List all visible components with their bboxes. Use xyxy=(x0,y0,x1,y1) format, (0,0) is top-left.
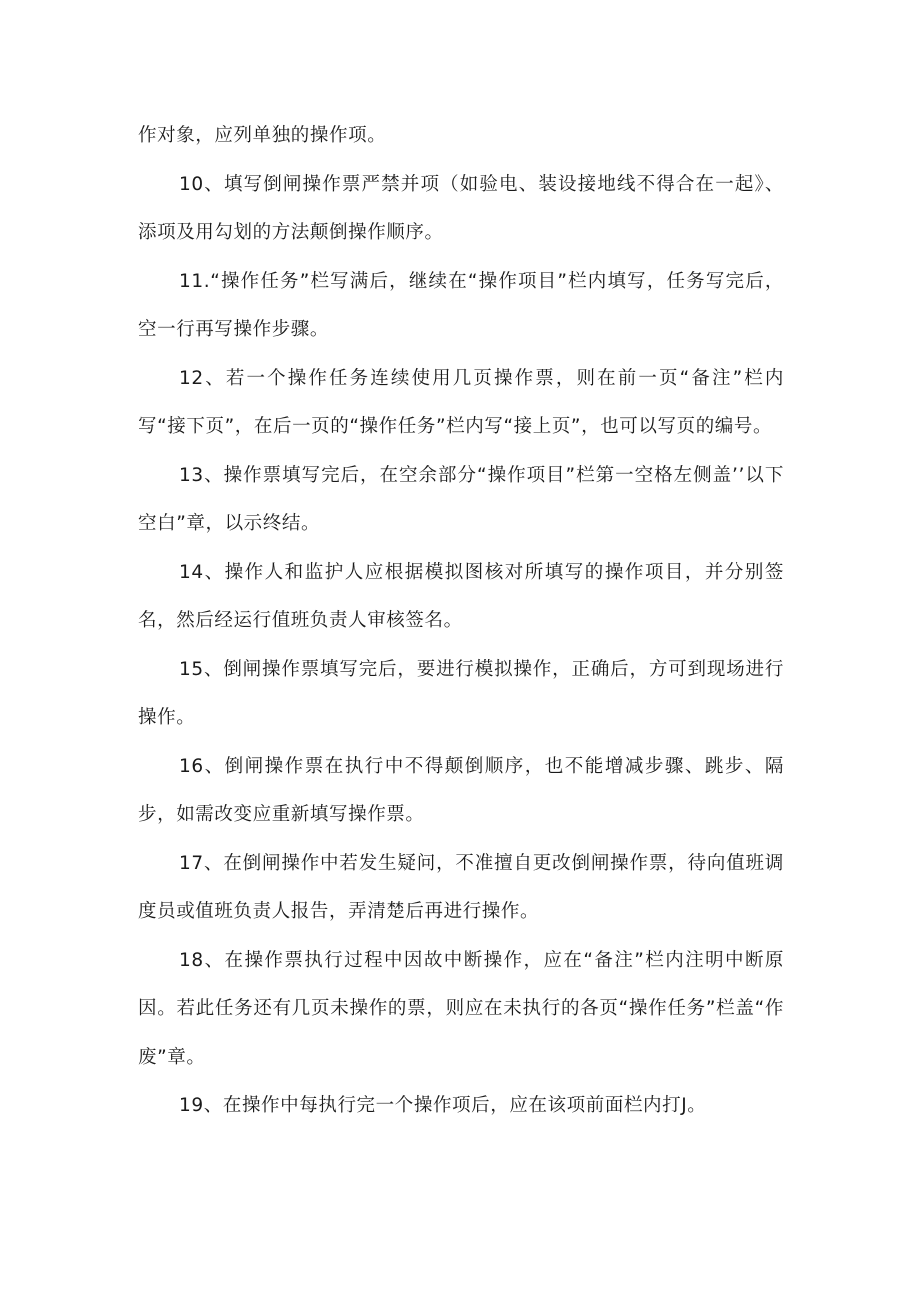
paragraph-item-14: 14、操作人和监护人应根据模拟图核对所填写的操作项目，并分别签名，然后经运行值班负责人审核签名。 xyxy=(138,561,784,631)
paragraph-item-18: 18、在操作票执行过程中因故中断操作，应在“备注”栏内注明中断原因。若此任务还有几页未操作的票，则应在未执行的各页“操作任务”栏盖“作废”章。 xyxy=(138,949,784,1068)
paragraph-item-17: 17、在倒闸操作中若发生疑问，不准擅自更改倒闸操作票，待向值班调度员或值班负责人报告，弄清楚后再进行操作。 xyxy=(138,852,784,922)
paragraph-item-10: 10、填写倒闸操作票严禁并项（如验电、装设接地线不得合在一起》、添项及用勾划的方法颠倒操作顺序。 xyxy=(138,173,784,243)
paragraph-continuation: 作对象，应列单独的操作项。 xyxy=(138,125,387,146)
paragraph-item-12: 12、若一个操作任务连续使用几页操作票，则在前一页“备注”栏内写“接下页”，在后一页的“操作任务”栏内写“接上页”，也可以写页的编号。 xyxy=(138,367,784,437)
paragraph-item-11: 11.“操作任务”栏写满后，继续在“操作项目”栏内填写，任务写完后，空一行再写操作步骤。 xyxy=(138,270,784,340)
paragraph-item-15: 15、倒闸操作票填写完后，要进行模拟操作，正确后，方可到现场进行操作。 xyxy=(138,658,784,728)
paragraph-item-16: 16、倒闸操作票在执行中不得颠倒顺序，也不能增减步骤、跳步、隔步，如需改变应重新填写操作票。 xyxy=(138,755,784,825)
document-body xyxy=(138,112,784,1131)
paragraph-item-13: 13、操作票填写完后，在空余部分“操作项目”栏第一空格左侧盖’’以下空白”章，以示终结。 xyxy=(138,464,784,534)
paragraph-item-19: 19、在操作中每执行完一个操作项后，应在该项前面栏内打J。 xyxy=(179,1095,707,1116)
